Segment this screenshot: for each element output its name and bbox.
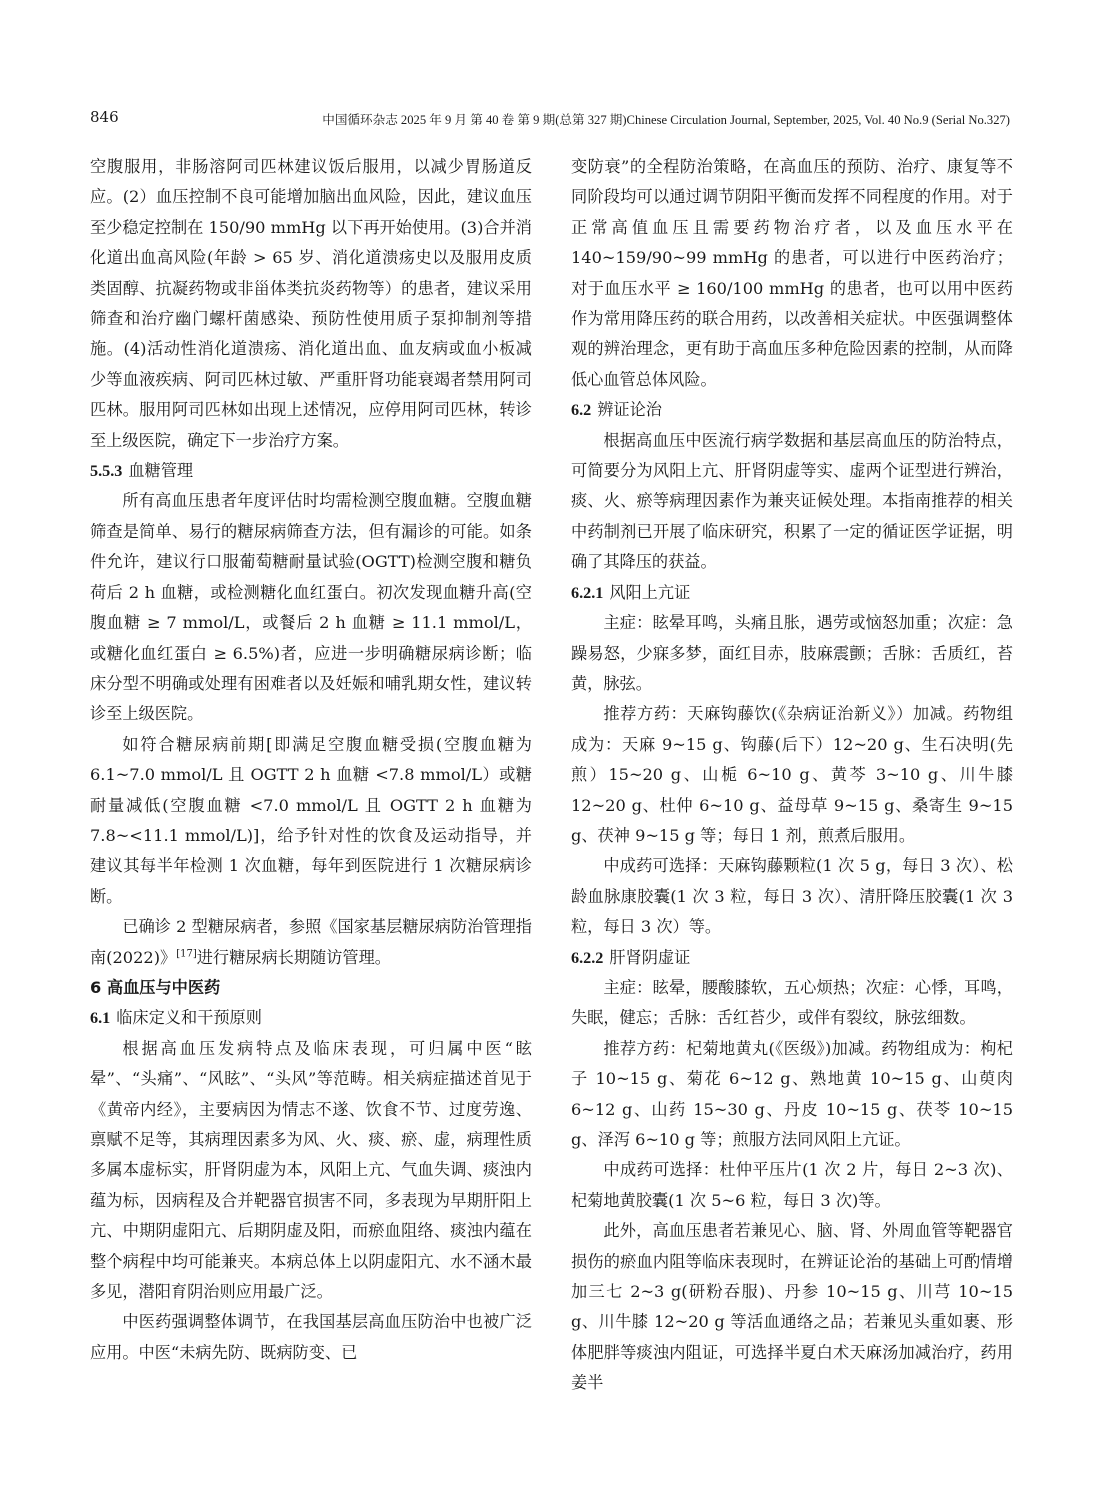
paragraph: 根据高血压发病特点及临床表现，可归属中医“眩晕”、“头痛”、“风眩”、“头风”等范畴。相关病症描述首见于《黄帝内经》，主要病因为情志不遂、饮食不节、过度劳逸、禀赋不足等，其病理因素多为风、火、痰、瘀、虚，病理性质多属本虚标实，肝肾阴虚为本，风阳上亢、气血失调、痰浊内蕴为标，因病程及合并靶器官损害不同，多表现为早期肝阳上亢、中期阴虚阳亢、后期阴虚及阳，而瘀血阻络、痰浊内蕴在整个病程中均可能兼夹。本病总体上以阴虚阳亢、水不涵木最多见，潜阳育阴治则应用最广泛。 [90, 1038, 532, 1302]
right-column [571, 152, 1013, 1399]
paragraph: 主症：眩晕耳鸣，头痛且胀，遇劳或恼怒加重；次症：急躁易怒，少寐多梦，面红目赤，肢麻震颤；舌脉：舌质红，苔黄，脉弦。 [571, 613, 1013, 693]
paragraph: 空腹服用，非肠溶阿司匹林建议饭后服用，以减少胃肠道反应。(2）血压控制不良可能增加脑出血风险，因此，建议血压至少稳定控制在 150/90 mmHg 以下再开始使用。(3)合并消化道出血高风险(年龄 > 65 岁、消化道溃疡史以及服用皮质类固醇、抗凝药物或非甾体类抗炎药物等）的患者，建议采用筛查和治疗幽门螺杆菌感染、预防性使用质子泵抑制剂等措施。(4)活动性消化道溃疡、消化道出血、血友病或血小板减少等血液疾病、阿司匹林过敏、严重肝肾功能衰竭者禁用阿司匹林。服用阿司匹林如出现上述情况，应停用阿司匹林，转诊至上级医院，确定下一步治疗方案。 [90, 157, 532, 450]
page-number: 846 [90, 108, 119, 126]
paragraph-text: 进行糖尿病长期随访管理。 [196, 947, 391, 967]
section-title: 肝肾阴虚证 [609, 947, 691, 967]
running-title: 中国循环杂志 2025 年 9 月 第 40 卷 第 9 期(总第 327 期)Chinese Circulation Journal, September, 2025, Vol. 40 No.9 (Serial No.327) [322, 113, 1010, 127]
left-column [90, 152, 532, 1368]
paragraph: 中成药可选择：天麻钩藤颗粒(1 次 5 g，每日 3 次）、松龄血脉康胶囊(1 次 3 粒，每日 3 次）、清肝降压胶囊(1 次 3 粒，每日 3 次）等。 [571, 856, 1013, 937]
paragraph: 中医药强调整体调节，在我国基层高血压防治中也被广泛应用。中医“未病先防、既病防变、已 [90, 1312, 532, 1362]
section-heading-5-5-3 [90, 456, 532, 486]
section-title: 临床定义和干预原则 [116, 1008, 262, 1028]
section-heading-6-2-1 [571, 578, 1013, 608]
citation-ref: [17] [176, 948, 197, 960]
paragraph: 如符合糖尿病前期[即满足空腹血糖受损(空腹血糖为 6.1~7.0 mmol/L 且 OGTT 2 h 血糖 <7.8 mmol/L）或糖耐量减低(空腹血糖 <7.0 mmol/L 且 OGTT 2 h 血糖为 7.8~<11.1 mmol/L)]，给予针对性的饮食及运动指导，并建议其每半年检测 1 次血糖，每年到医院进行 1 次糖尿病诊断。 [90, 734, 532, 906]
section-title: 辨证论治 [597, 400, 662, 420]
paragraph: 变防衰”的全程防治策略，在高血压的预防、治疗、康复等不同阶段均可以通过调节阴阳平衡而发挥不同程度的作用。对于正常高值血压且需要药物治疗者，以及血压水平在 140~159/90~99 mmHg 的患者，可以进行中医药治疗；对于血压水平 ≥ 160/100 mmHg 的患者，也可以用中医药作为常用降压药的联合用药，以改善相关症状。中医强调整体观的辨治理念，更有助于高血压多种危险因素的控制，从而降低心血管总体风险。 [571, 157, 1013, 389]
paragraph-text: 已确诊 2 型糖尿病者，参照《国家基层糖尿病防治管理指南(2022)》 [90, 917, 532, 967]
section-number: 6.1 [90, 1009, 111, 1028]
paragraph: 推荐方药：天麻钩藤饮(《杂病证治新义》）加减。药物组成为：天麻 9~15 g、钩藤(后下）12~20 g、生石决明(先煎）15~20 g、山栀 6~10 g、黄芩 3~10 g、川牛膝 12~20 g、杜仲 6~10 g、益母草 9~15 g、桑寄生 9~15 g、茯神 9~15 g 等；每日 1 剂，煎煮后服用。 [571, 704, 1013, 845]
section-heading-6-1 [90, 1003, 532, 1033]
paragraph: 主症：眩晕，腰酸膝软，五心烦热；次症：心悸，耳鸣，失眠，健忘；舌脉：舌红苔少，或伴有裂纹，脉弦细数。 [571, 977, 1013, 1028]
paragraph: 所有高血压患者年度评估时均需检测空腹血糖。空腹血糖筛查是简单、易行的糖尿病筛查方法，但有漏诊的可能。如条件允许，建议行口服葡萄糖耐量试验(OGTT)检测空腹和糖负荷后 2 h 血糖，或检测糖化血红蛋白。初次发现血糖升高(空腹血糖 ≥ 7 mmol/L，或餐后 2 h 血糖 ≥ 11.1 mmol/L，或糖化血红蛋白 ≥ 6.5%)者，应进一步明确糖尿病诊断；临床分型不明确或处理有困难者以及妊娠和哺乳期女性，建议转诊至上级医院。 [90, 491, 532, 724]
section-number: 6.2.2 [571, 948, 604, 967]
section-number: 6.2 [571, 401, 592, 420]
section-heading-6-2-2 [571, 943, 1013, 973]
section-heading-6-2 [571, 395, 1013, 425]
section-title: 风阳上亢证 [609, 582, 691, 602]
paragraph: 推荐方药：杞菊地黄丸(《医级》)加减。药物组成为：枸杞子 10~15 g、菊花 6~12 g、熟地黄 10~15 g、山萸肉 6~12 g、山药 15~30 g、丹皮 10~15 g、茯苓 10~15 g、泽泻 6~10 g 等；煎服方法同风阳上亢证。 [571, 1038, 1013, 1149]
section-number: 6.2.1 [571, 583, 604, 602]
section-heading-6: 6 高血压与中医药 [90, 977, 221, 997]
section-number: 5.5.3 [90, 462, 123, 481]
section-title: 血糖管理 [128, 461, 194, 481]
paragraph: 中成药可选择：杜仲平压片(1 次 2 片，每日 2~3 次)、杞菊地黄胶囊(1 次 5~6 粒，每日 3 次)等。 [571, 1160, 1013, 1210]
paragraph [90, 912, 532, 973]
paragraph: 根据高血压中医流行病学数据和基层高血压的防治特点，可简要分为风阳上亢、肝肾阴虚等实、虚两个证型进行辨治，痰、火、瘀等病理因素作为兼夹证候处理。本指南推荐的相关中药制剂已开展了临床研究，积累了一定的循证医学证据，明确了其降压的获益。 [571, 430, 1013, 572]
running-header [90, 108, 1010, 132]
paragraph: 此外，高血压患者若兼见心、脑、肾、外周血管等靶器官损伤的瘀血内阻等临床表现时，在辨证论治的基础上可酌情增加三七 2~3 g(研粉吞服)、丹参 10~15 g、川芎 10~15 g、川牛膝 12~20 g 等活血通络之品；若兼见头重如裹、形体肥胖等痰浊内阻证，可选择半夏白术天麻汤加减治疗，药用姜半 [571, 1221, 1013, 1393]
